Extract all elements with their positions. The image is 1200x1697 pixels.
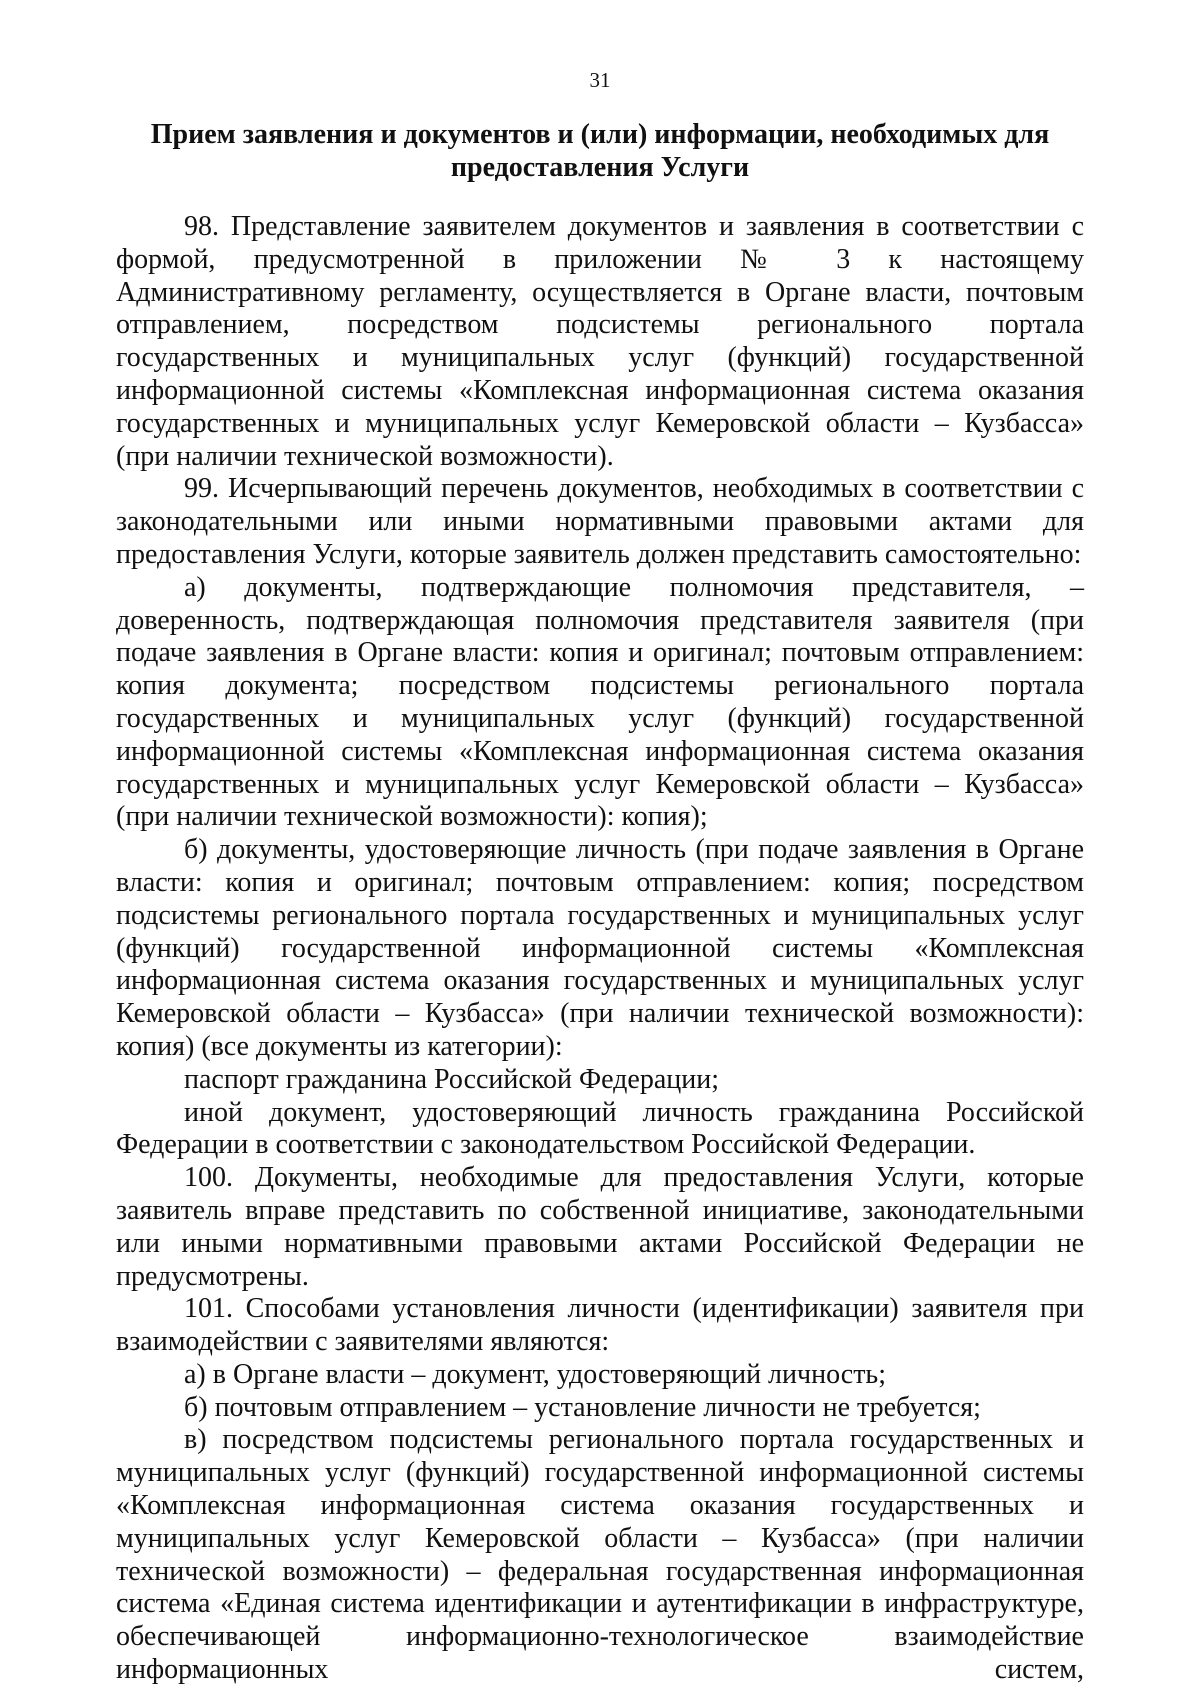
paragraph-100: 100. Документы, необходимые для предоставления Услуги, которые заявитель вправе представить по собственной инициативе, законодательными или иными нормативными правовыми актами Российской Федерации не предусмотрены.	[116, 1162, 1084, 1292]
section-heading-line-2: предоставления Услуги	[450, 152, 750, 183]
document-body	[116, 211, 1084, 1687]
paragraph-101-item-b: б) почтовым отправлением – установление личности не требуется;	[184, 1391, 981, 1423]
paragraph-101-item-a: а) в Органе власти – документ, удостоверяющий личность;	[184, 1358, 886, 1390]
paragraph-99-item-b: б) документы, удостоверяющие личность (при подаче заявления в Органе власти: копия и оригинал; почтовым отправлением: копия; посредством подсистемы регионального портала государственных и муниципальных услуг (функций) государственной информационной системы «Комплексная информационная система оказания государственных и муниципальных услуг Кемеровской области – Кузбасса» (при наличии технической возможности): копия) (все документы из категории):	[116, 834, 1084, 1062]
page-number: 31	[589, 68, 611, 92]
paragraph-101: 101. Способами установления личности (идентификации) заявителя при взаимодействии с заявителями являются:	[116, 1293, 1084, 1358]
paragraph-99: 99. Исчерпывающий перечень документов, необходимых в соответствии с законодательными или иными нормативными правовыми актами для предоставления Услуги, которые заявитель должен представить самостоятельно:	[116, 473, 1084, 570]
section-heading-line-1: Прием заявления и документов и (или) информации, необходимых для	[150, 119, 1050, 150]
paragraph-passport: паспорт гражданина Российской Федерации;	[184, 1063, 720, 1095]
section-heading	[150, 118, 1050, 184]
paragraph-98: 98. Представление заявителем документов и заявления в соответствии с формой, предусмотренной в приложении № 3 к настоящему Административному регламенту, осуществляется в Органе власти, почтовым отправлением, посредством подсистемы регионального портала государственных и муниципальных услуг (функций) государственной информационной системы «Комплексная информационная система оказания государственных и муниципальных услуг Кемеровской области – Кузбасса» (при наличии технической возможности).	[116, 211, 1084, 472]
paragraph-99-item-a: а) документы, подтверждающие полномочия представителя, – доверенность, подтверждающая полномочия представителя заявителя (при подаче заявления в Органе власти: копия и оригинал; почтовым отправлением: копия документа; посредством подсистемы регионального портала государственных и муниципальных услуг (функций) государственной информационной системы «Комплексная информационная система оказания государственных и муниципальных услуг Кемеровской области – Кузбасса» (при наличии технической возможности): копия);	[116, 571, 1084, 833]
paragraph-other-document: иной документ, удостоверяющий личность гражданина Российской Федерации в соответствии с законодательством Российской Федерации.	[116, 1096, 1084, 1161]
paragraph-101-item-v: в) посредством подсистемы регионального портала государственных и муниципальных услуг (функций) государственной информационной системы «Комплексная информационная система оказания государственных и муниципальных услуг Кемеровской области – Кузбасса» (при наличии технической возможности) – федеральная государственная информационная система «Единая система идентификации и аутентификации в инфраструктуре, обеспечивающей информационно-технологическое взаимодействие информационных систем,	[116, 1424, 1084, 1686]
